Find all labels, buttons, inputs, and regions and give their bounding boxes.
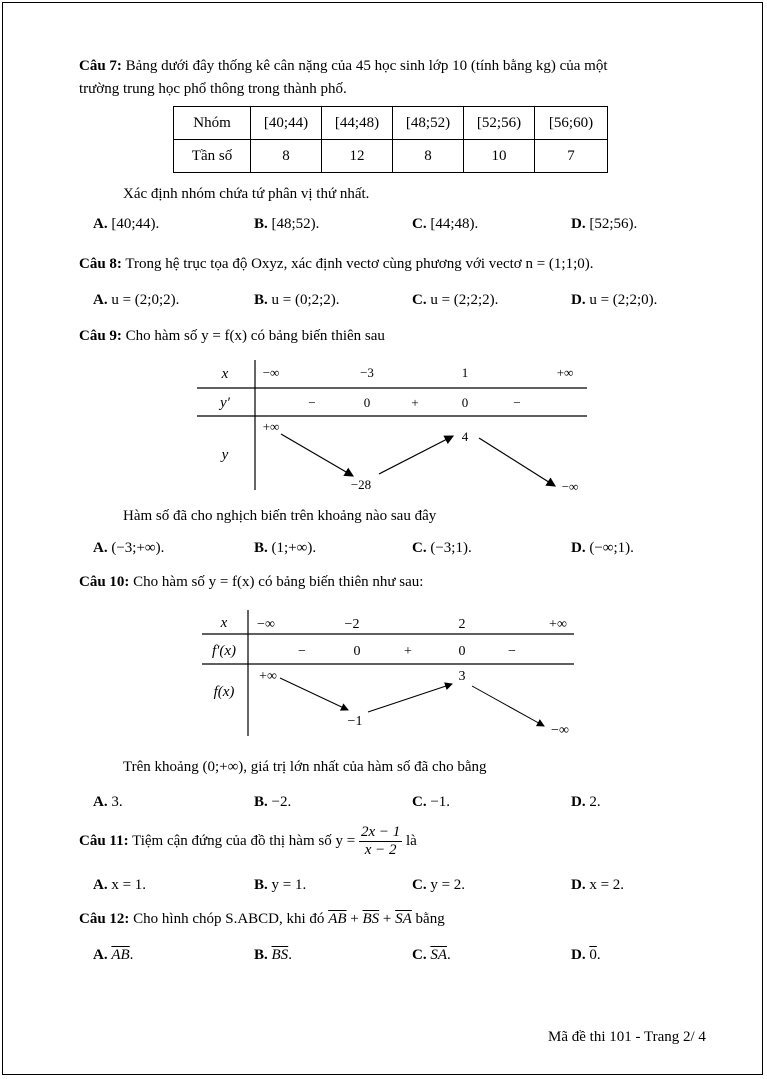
option-letter: B. xyxy=(254,877,268,893)
q12-option-a: A. $\overline{AB}$. xyxy=(93,947,134,963)
table-cell: [56;60) xyxy=(535,107,608,140)
x-value: −∞ xyxy=(257,617,275,632)
table-row xyxy=(174,140,608,173)
q12-line: Câu 12: Cho hình chóp S.ABCD, khi đó $\overline{AB} + \overline{BS} + \overline{SA}$ bằng xyxy=(79,911,445,927)
y-value: −28 xyxy=(350,477,372,492)
option-text: −2. xyxy=(271,794,292,810)
table-header-cell: Tần số xyxy=(174,140,251,173)
q7-prompt: Xác định nhóm chứa tứ phân vị thứ nhất. xyxy=(123,186,370,202)
option-text: $\overline{BS}$ xyxy=(271,947,289,963)
q11-option-a xyxy=(93,877,146,894)
table-cell: 12 xyxy=(322,140,393,173)
q9-option-d xyxy=(571,540,634,557)
decrease-arrow xyxy=(479,438,555,486)
q8-text: Trong hệ trục tọa độ Oxyz, xác định vectơ cùng phương với vectơ n = (1;1;0). xyxy=(125,256,594,272)
q10-text: Cho hàm số y = f(x) có bảng biến thiên như sau: xyxy=(133,574,424,590)
option-text: (1;+∞). xyxy=(271,540,317,556)
q10-option-d xyxy=(571,794,601,811)
table-cell: 8 xyxy=(251,140,322,173)
derivative-sign: − xyxy=(308,395,316,410)
q12-text-after: bằng xyxy=(415,911,445,927)
q10-option-a xyxy=(93,794,123,811)
row-label-x: x xyxy=(221,366,229,382)
q8-option-d xyxy=(571,292,657,309)
decrease-arrow xyxy=(280,678,348,710)
option-text: 0 xyxy=(589,947,597,963)
option-letter: B. xyxy=(254,216,268,232)
option-text: (−∞;1). xyxy=(589,540,634,556)
option-letter: A. xyxy=(93,540,108,556)
q11-fraction xyxy=(359,824,402,859)
decrease-arrow xyxy=(472,686,544,726)
option-text: u = (2;2;0). xyxy=(589,292,658,308)
q9-prompt: Hàm số đã cho nghịch biến trên khoảng nào sau đây xyxy=(123,508,437,524)
q9-label: Câu 9: xyxy=(79,328,122,344)
x-value: +∞ xyxy=(556,365,574,380)
option-letter: A. xyxy=(93,877,108,893)
q12-option-b: B. $\overline{BS}$. xyxy=(254,947,292,963)
option-letter: D. xyxy=(571,947,586,963)
table-cell: [48;52) xyxy=(393,107,464,140)
row-label-derivative: f′(x) xyxy=(211,643,237,659)
x-value: 2 xyxy=(458,617,466,632)
x-value: −3 xyxy=(360,365,374,380)
y-value: +∞ xyxy=(259,669,277,684)
option-text: −1. xyxy=(430,794,451,810)
x-value: −2 xyxy=(344,617,360,632)
q10-line xyxy=(79,574,423,591)
q12-option-c: C. $\overline{SA}$. xyxy=(412,947,451,963)
option-text: (−3;1). xyxy=(430,540,472,556)
decrease-arrow xyxy=(281,434,353,476)
option-letter: A. xyxy=(93,292,108,308)
option-letter: C. xyxy=(412,794,427,810)
row-label-derivative: y′ xyxy=(220,395,230,411)
q7-text-line2: trường trung học phổ thông trong thành phố. xyxy=(79,81,347,97)
derivative-sign: − xyxy=(298,644,306,659)
q7-line1 xyxy=(79,58,607,75)
q11-text-after: là xyxy=(405,832,417,849)
q8-option-c xyxy=(412,292,498,309)
q11-label: Câu 11: xyxy=(79,832,129,849)
option-letter: C. xyxy=(412,216,427,232)
q7-option-d xyxy=(571,216,637,233)
option-letter: C. xyxy=(412,877,427,893)
option-letter: B. xyxy=(254,794,268,810)
q9-option-a xyxy=(93,540,164,557)
q8-label: Câu 8: xyxy=(79,256,122,272)
table-cell: 10 xyxy=(464,140,535,173)
option-text: x = 2. xyxy=(589,877,625,893)
option-letter: A. xyxy=(93,947,108,963)
option-text: (−3;+∞). xyxy=(111,540,165,556)
table-cell: [44;48) xyxy=(322,107,393,140)
q11-option-b xyxy=(254,877,306,894)
x-value: −∞ xyxy=(262,365,280,380)
q9-variation-table xyxy=(195,358,590,498)
q10-variation-table xyxy=(200,608,578,742)
q9-line xyxy=(79,328,385,345)
option-letter: D. xyxy=(571,877,586,893)
option-text: u = (0;2;2). xyxy=(271,292,340,308)
q8-line xyxy=(79,256,594,273)
q11-option-d xyxy=(571,877,624,894)
option-letter: A. xyxy=(93,216,108,232)
x-value: 1 xyxy=(461,365,469,380)
option-text: $\overline{SA}$ xyxy=(430,947,448,963)
vector-term: $\overline{SA}$ xyxy=(395,911,412,927)
y-value: −∞ xyxy=(561,479,579,494)
option-text: $\overline{AB}$ xyxy=(111,947,130,963)
table-cell: 7 xyxy=(535,140,608,173)
derivative-sign: + xyxy=(404,644,412,659)
option-text: u = (2;2;2). xyxy=(430,292,499,308)
row-label-x: x xyxy=(220,615,228,631)
option-text: [40;44). xyxy=(111,216,160,232)
option-letter: B. xyxy=(254,540,268,556)
derivative-sign: 0 xyxy=(353,644,361,659)
q9-text: Cho hàm số y = f(x) có bảng biến thiên sau xyxy=(125,328,385,344)
q7-option-c xyxy=(412,216,478,233)
y-value: −∞ xyxy=(551,723,569,738)
option-letter: C. xyxy=(412,292,427,308)
option-letter: D. xyxy=(571,794,586,810)
option-letter: C. xyxy=(412,947,427,963)
derivative-sign: 0 xyxy=(461,395,469,410)
option-letter: C. xyxy=(412,540,427,556)
q12-option-d: D. 0. xyxy=(571,947,601,963)
option-letter: D. xyxy=(571,292,586,308)
q12-label: Câu 12: xyxy=(79,911,130,927)
derivative-sign: + xyxy=(411,395,419,410)
q8-option-b xyxy=(254,292,340,309)
y-value: +∞ xyxy=(262,419,280,434)
y-value: −1 xyxy=(347,714,363,729)
option-text: 3. xyxy=(111,794,123,810)
table-header-cell: Nhóm xyxy=(174,107,251,140)
option-text: [52;56). xyxy=(589,216,638,232)
option-text: u = (2;0;2). xyxy=(111,292,180,308)
page-footer: Mã đề thi 101 - Trang 2/ 4 xyxy=(548,1029,706,1045)
option-text: [48;52). xyxy=(271,216,320,232)
option-letter: B. xyxy=(254,947,268,963)
row-label-fx: f(x) xyxy=(213,684,235,700)
increase-arrow xyxy=(368,684,452,712)
q9-option-b xyxy=(254,540,316,557)
derivative-sign: 0 xyxy=(458,644,466,659)
table-cell: 8 xyxy=(393,140,464,173)
y-value: 3 xyxy=(458,669,466,684)
q10-option-b xyxy=(254,794,291,811)
table-cell: [52;56) xyxy=(464,107,535,140)
table-row xyxy=(174,107,608,140)
option-letter: B. xyxy=(254,292,268,308)
option-text: [44;48). xyxy=(430,216,479,232)
q11-option-c xyxy=(412,877,465,894)
q10-option-c xyxy=(412,794,450,811)
q9-option-c xyxy=(412,540,472,557)
x-value: +∞ xyxy=(549,617,567,632)
option-text: y = 1. xyxy=(271,877,307,893)
option-text: 2. xyxy=(589,794,601,810)
option-letter: D. xyxy=(571,540,586,556)
q10-label: Câu 10: xyxy=(79,574,130,590)
option-text: y = 2. xyxy=(430,877,466,893)
q12-text-before: Cho hình chóp S.ABCD, khi đó xyxy=(133,911,325,927)
increase-arrow xyxy=(379,436,453,474)
q7-option-a xyxy=(93,216,159,233)
q8-option-a xyxy=(93,292,179,309)
vector-term: $\overline{AB}$ xyxy=(328,911,347,927)
q7-label: Câu 7: xyxy=(79,58,122,74)
q11-text-before: Tiệm cận đứng của đồ thị hàm số y = xyxy=(132,832,356,849)
fraction-numerator: 2x − 1 xyxy=(360,824,401,840)
option-letter: A. xyxy=(93,794,108,810)
fraction-denominator: x − 2 xyxy=(364,842,397,858)
derivative-sign: − xyxy=(513,395,521,410)
option-text: x = 1. xyxy=(111,877,147,893)
q7-option-b xyxy=(254,216,319,233)
vector-term: $\overline{BS}$ xyxy=(362,911,380,927)
derivative-sign: 0 xyxy=(363,395,371,410)
row-label-y: y xyxy=(221,447,229,463)
q11-line xyxy=(79,824,417,859)
y-value: 4 xyxy=(461,429,469,444)
option-letter: D. xyxy=(571,216,586,232)
table-cell: [40;44) xyxy=(251,107,322,140)
derivative-sign: − xyxy=(508,644,516,659)
q10-prompt: Trên khoảng (0;+∞), giá trị lớn nhất của hàm số đã cho bằng xyxy=(123,759,487,775)
frequency-table xyxy=(173,106,608,173)
q7-text-line1: Bảng dưới đây thống kê cân nặng của 45 học sinh lớp 10 (tính bằng kg) của một xyxy=(125,58,608,74)
